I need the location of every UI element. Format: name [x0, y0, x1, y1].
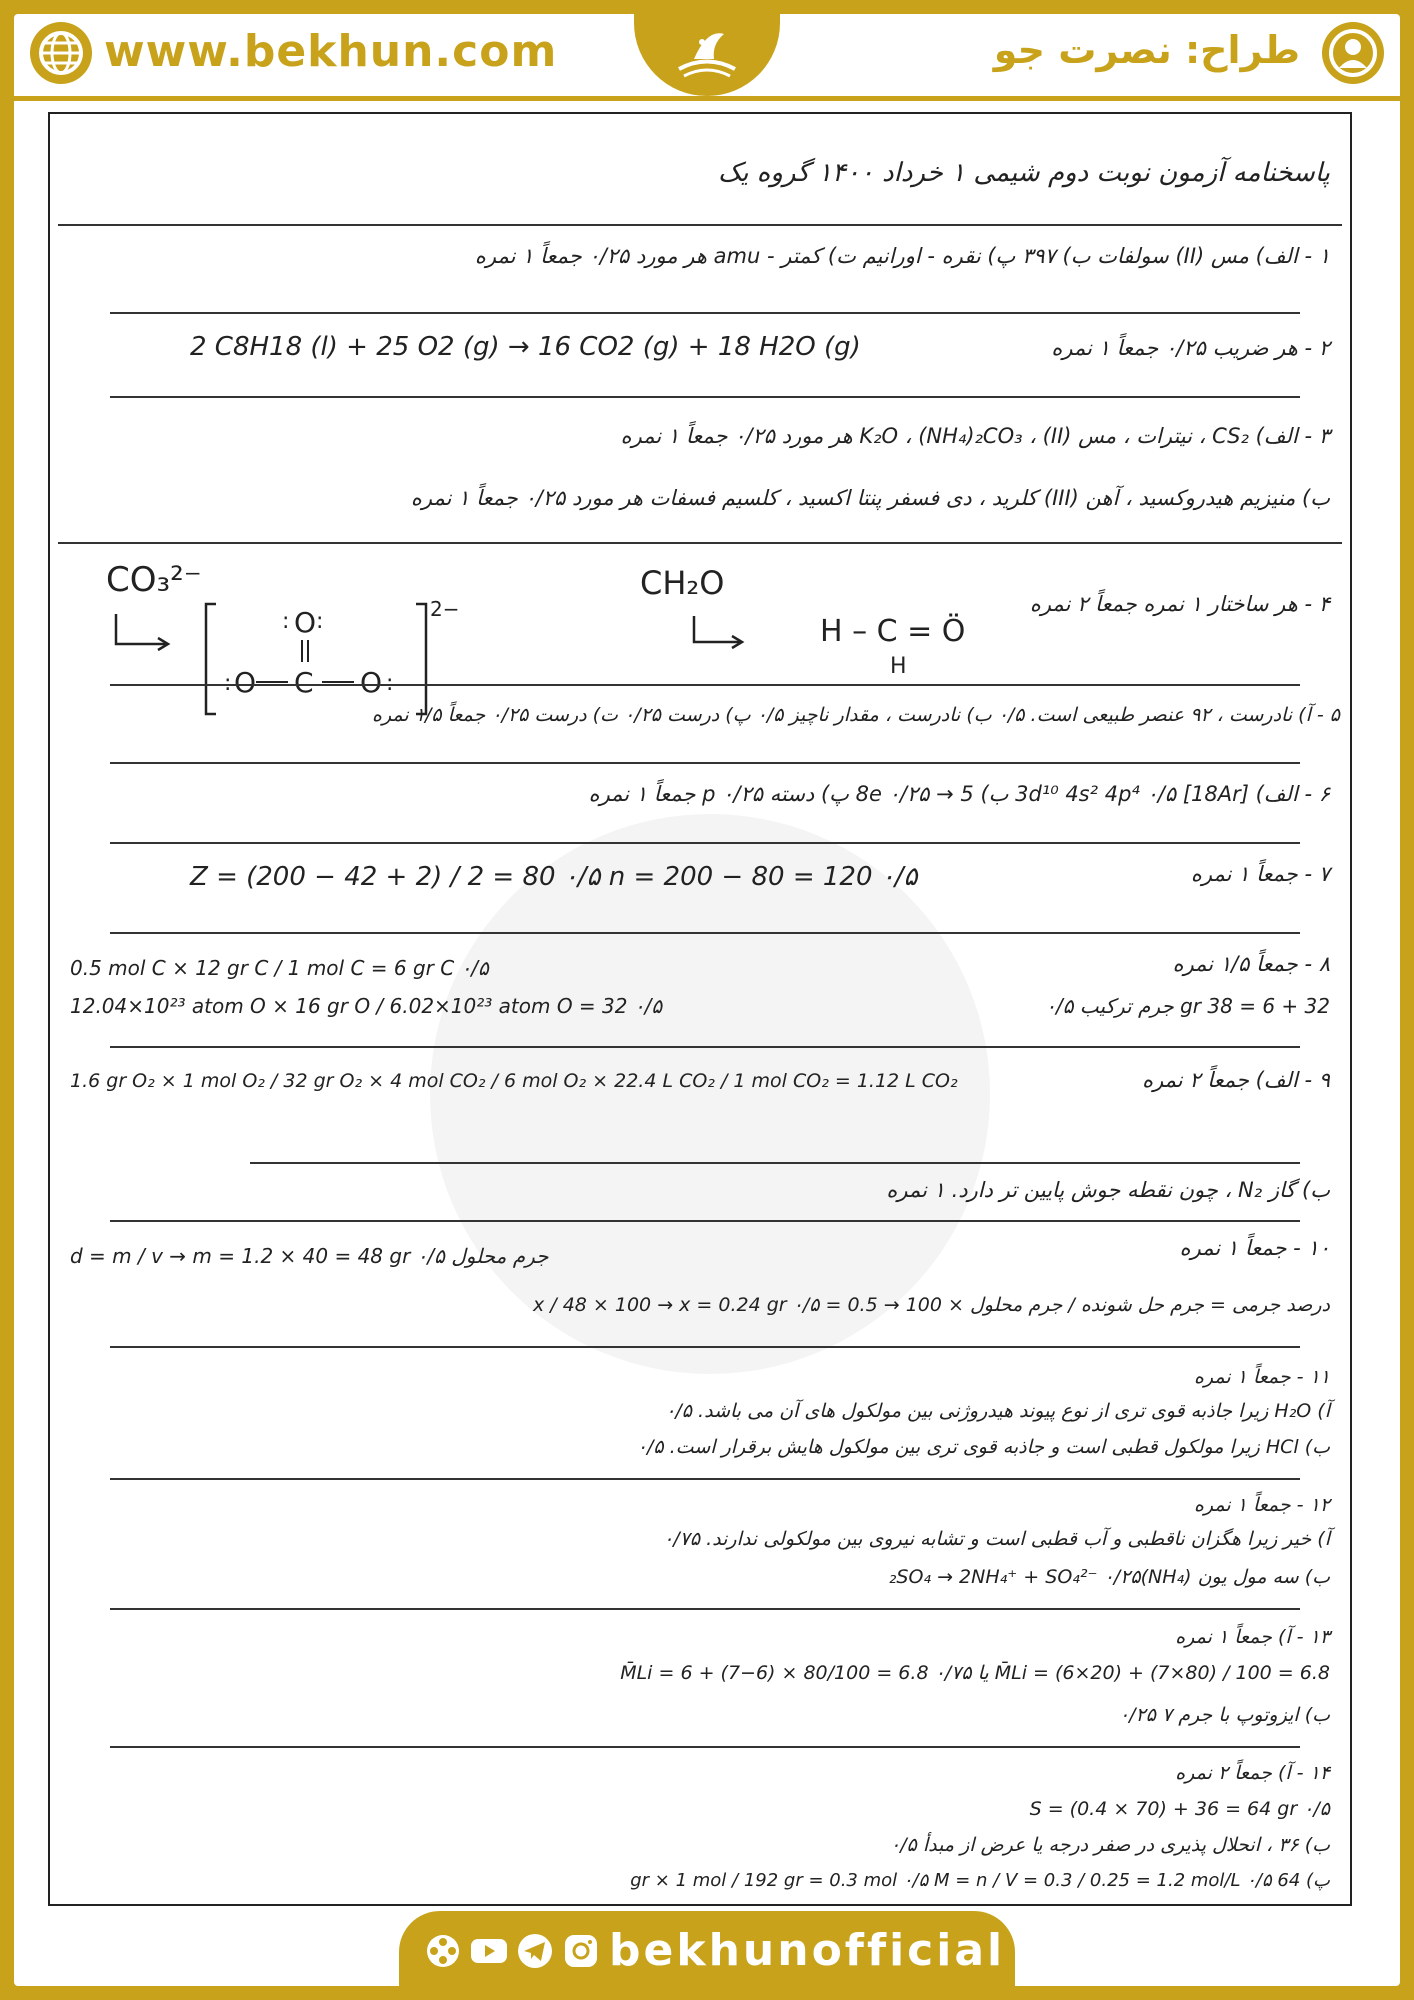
exam-title: پاسخنامه آزمون نوبت دوم شیمی ۱ خرداد ۱۴۰۰ گروه یک: [717, 158, 1330, 188]
answer-12-label: ۱۲ - جمعاً ۱ نمره: [1193, 1494, 1330, 1516]
answer-14b: ب) ۳۶ ، انحلال پذیری در صفر درجه یا عرض از مبدأ ۰/۵: [890, 1834, 1330, 1856]
website-link[interactable]: www.bekhun.com: [104, 26, 558, 77]
answer-13a: M̄Li = (6×20) + (7×80) / 100 = 6.8 یا M̄Li = 6 + (7−6) × 80/100 = 6.8 ۰/۷۵: [620, 1662, 1330, 1684]
answer-sheet: [48, 112, 1352, 1906]
page-frame: [14, 14, 1400, 1986]
ch2o-structure: H – C = Ö: [820, 614, 966, 649]
divider: [110, 312, 1300, 314]
answer-12a: آ) خیر زیرا هگزان ناقطبی و آب قطبی است و تشابه نیروی بین مولکولی ندارند. ۰/۷۵: [663, 1528, 1330, 1550]
answer-10-label: ۱۰ - جمعاً ۱ نمره: [1179, 1236, 1330, 1260]
answer-10-eq1: d = m / v → m = 1.2 × 40 = 48 gr جرم محلول ۰/۵: [70, 1244, 549, 1268]
answer-13-label: ۱۳ - آ) جمعاً ۱ نمره: [1175, 1626, 1330, 1648]
answer-2-equation: 2 C8H18 (l) + 25 O2 (g) → 16 CO2 (g) + 18 H2O (g): [190, 332, 861, 362]
divider: [110, 1220, 1300, 1222]
youtube-icon[interactable]: [469, 1931, 509, 1971]
svg-text:O: O: [294, 606, 317, 639]
svg-text:O: O: [360, 666, 383, 699]
user-icon: [1322, 22, 1384, 84]
answer-4-label: ۴ - هر ساختار ۱ نمره جمعاً ۲ نمره: [1029, 592, 1330, 616]
arrow-icon: [690, 614, 750, 654]
svg-text::: :: [386, 671, 394, 696]
answer-1: ۱ - الف) مس (II) سولفات ب) ۳۹۷ پ) نقره - اورانیم ت) کمتر - amu هر مورد ۰/۲۵ جمعاً ۱ نمره: [474, 244, 1330, 268]
designer-credit: طراح: نصرت جو: [993, 28, 1300, 72]
answer-11a: آ) H₂O زیرا جاذبه قوی تری از نوع پیوند هیدروژنی بین مولکول های آن می باشد. ۰/۵: [665, 1400, 1330, 1422]
answer-5: ۵ - آ) نادرست ، ۹۲ عنصر طبیعی است. ۰/۵ ب) نادرست ، مقدار ناچیز ۰/۵ پ) درست ۰/۲۵ ت) درست ۰/۲۵ جمعاً ۱/۵ نمره: [371, 704, 1340, 726]
telegram-icon[interactable]: [515, 1931, 555, 1971]
instagram-icon[interactable]: [561, 1931, 601, 1971]
answer-14a: S = (0.4 × 70) + 36 = 64 gr ۰/۵: [1029, 1798, 1330, 1820]
answer-8-eq3: 32 + 6 = 38 gr جرم ترکیب ۰/۵: [1045, 994, 1330, 1018]
divider: [250, 1162, 1300, 1164]
logo-badge: [634, 14, 780, 96]
answer-10-eq2: درصد جرمی = جرم حل شونده / جرم محلول × 100 → 0.5 = x / 48 × 100 → x = 0.24 gr ۰/۵: [532, 1294, 1330, 1316]
answer-7-label: ۷ - جمعاً ۱ نمره: [1190, 862, 1330, 886]
answer-9a-equation: 1.6 gr O₂ × 1 mol O₂ / 32 gr O₂ × 4 mol CO₂ / 6 mol O₂ × 22.4 L CO₂ / 1 mol CO₂ = 1.12 L CO₂: [70, 1070, 958, 1092]
answer-8-eq1: 0.5 mol C × 12 gr C / 1 mol C = 6 gr C ۰/۵: [70, 956, 489, 980]
answer-13b: ب) ایزوتوپ با جرم ۷ ۰/۲۵: [1118, 1704, 1330, 1726]
divider: [110, 932, 1300, 934]
svg-text:O: O: [234, 666, 257, 699]
header-bar: [14, 14, 1400, 101]
social-handle[interactable]: bekhunofficial: [609, 1925, 1006, 1976]
ch2o-hydrogen: H: [890, 654, 907, 679]
answer-11-label: ۱۱ - جمعاً ۱ نمره: [1193, 1366, 1330, 1388]
ch2o-formula: CH₂O: [640, 564, 725, 602]
aparat-icon[interactable]: [423, 1931, 463, 1971]
answer-8-label: ۸ - جمعاً ۱/۵ نمره: [1172, 952, 1330, 976]
svg-text:2−: 2−: [430, 597, 460, 621]
divider: [110, 684, 1300, 686]
answer-9-label: ۹ - الف) جمعاً ۲ نمره: [1142, 1068, 1330, 1092]
svg-text:C: C: [294, 666, 314, 699]
answer-9b: ب) گاز N₂ ، چون نقطه جوش پایین تر دارد. ۱ نمره: [886, 1178, 1330, 1202]
answer-3a: ۳ - الف) CS₂ ، نیترات ، مس (II) ، K₂O ، (NH₄)₂CO₃ هر مورد ۰/۲۵ جمعاً ۱ نمره: [620, 424, 1330, 448]
divider: [110, 396, 1300, 398]
social-footer: [399, 1911, 1015, 1993]
answer-3b: ب) منیزیم هیدروکسید ، آهن (III) کلرید ، دی فسفر پنتا اکسید ، کلسیم فسفات هر مورد ۰/۲۵ جمعاً ۱ نمره: [410, 486, 1330, 510]
divider: [58, 542, 1342, 544]
divider: [110, 1746, 1300, 1748]
answer-14c: پ) 64 gr × 1 mol / 192 gr = 0.3 mol ۰/۵ M = n / V = 0.3 / 0.25 = 1.2 mol/L ۰/۵: [630, 1870, 1330, 1891]
svg-text::: :: [282, 609, 290, 634]
answer-12b: ب) سه مول یون (NH₄)₂SO₄ → 2NH₄⁺ + SO₄²⁻ ۰/۲۵: [888, 1566, 1330, 1588]
divider: [110, 1608, 1300, 1610]
svg-text::: :: [316, 609, 324, 634]
watermark-logo: [430, 814, 990, 1374]
globe-icon[interactable]: [30, 22, 92, 84]
answer-7-equation: Z = (200 − 42 + 2) / 2 = 80 ۰/۵ n = 200 − 80 = 120 ۰/۵: [190, 862, 918, 892]
answer-6: ۶ - الف) [18Ar] 3d¹⁰ 4s² 4p⁴ ۰/۵ ب) 5 → 8e ۰/۲۵ پ) دسته p ۰/۲۵ جمعاً ۱ نمره: [588, 782, 1330, 806]
answer-8-eq2: 12.04×10²³ atom O × 16 gr O / 6.02×10²³ atom O = 32 ۰/۵: [70, 994, 663, 1018]
co3-formula: CO₃²⁻: [106, 560, 202, 600]
divider: [110, 762, 1300, 764]
divider: [110, 1478, 1300, 1480]
answer-14-label: ۱۴ - آ) جمعاً ۲ نمره: [1175, 1762, 1330, 1784]
book-logo-icon: [634, 14, 780, 96]
svg-text::: :: [224, 671, 232, 696]
answer-11b: ب) HCl زیرا مولکول قطبی است و جاذبه قوی تری بین مولکول هایش برقرار است. ۰/۵: [636, 1436, 1330, 1458]
answer-2-label: ۲ - هر ضریب ۰/۲۵ جمعاً ۱ نمره: [1051, 336, 1330, 360]
divider: [110, 842, 1300, 844]
divider: [110, 1346, 1300, 1348]
divider: [58, 224, 1342, 226]
divider: [110, 1046, 1300, 1048]
